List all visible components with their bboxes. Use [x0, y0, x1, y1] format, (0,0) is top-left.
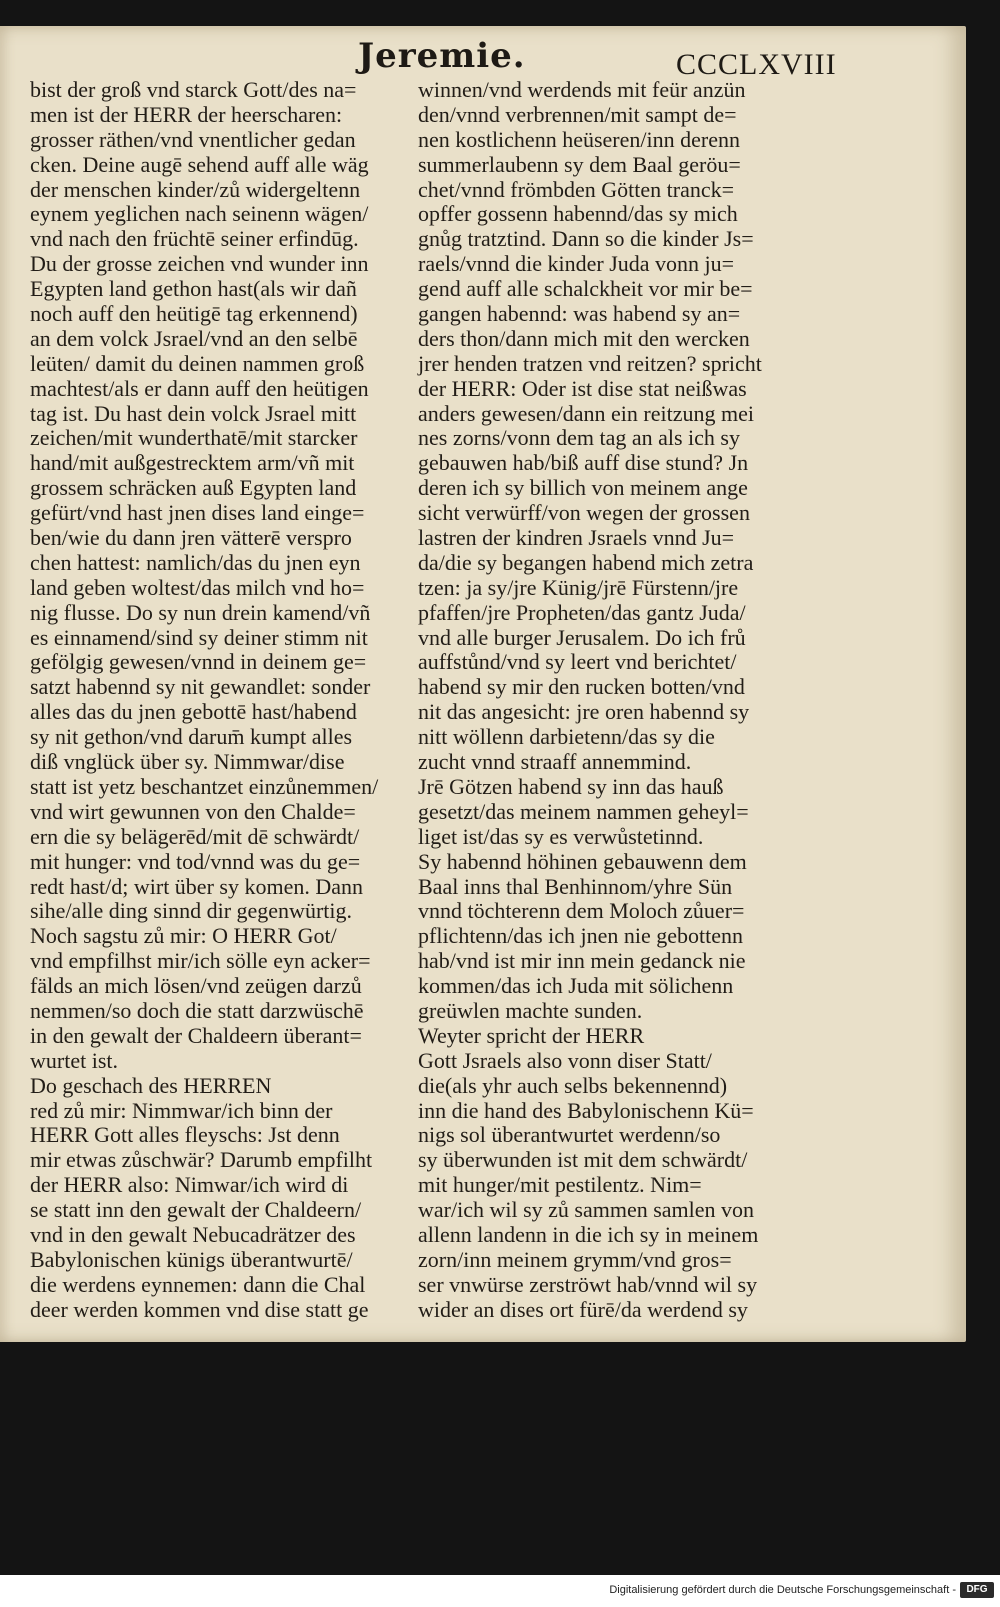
text-line: grossem schräcken auß Egypten land: [30, 475, 357, 501]
text-line: nig flusse. Do sy nun drein kamend/vñ: [30, 599, 371, 625]
text-line: pfaffen/jre Propheten/das gantz Juda/: [418, 599, 746, 625]
text-line: Egypten land gethon hast(als wir dañ: [30, 276, 357, 302]
text-line: vnd in den gewalt Nebucadrätzer des: [30, 1221, 356, 1247]
text-line: fälds an mich lösen/vnd zeügen darzů: [30, 973, 362, 999]
text-line: der HERR also: Nimwar/ich wird di: [30, 1172, 349, 1198]
text-line: Du der grosse zeichen vnd wunder inn: [30, 251, 369, 277]
text-line: nigs sol überantwurtet werdenn/so: [418, 1122, 721, 1148]
text-line: allenn landenn in die ich sy in meinem: [418, 1221, 759, 1247]
text-line: se statt inn den gewalt der Chaldeern/: [30, 1197, 362, 1223]
text-line: Weyter spricht der HERR: [418, 1022, 645, 1048]
text-line: zucht vnnd straaff annemmind.: [418, 749, 692, 775]
text-line: diß vnglück über sy. Nimmwar/dise: [30, 749, 345, 775]
text-line: ern die sy belägerēd/mit dē schwärdt/: [30, 823, 360, 849]
text-line: tzen: ja sy/jre Künig/jrē Fürstenn/jre: [418, 574, 739, 600]
text-line: hand/mit außgestrecktem arm/vñ mit: [30, 450, 355, 476]
text-line: leüten/ damit du deinen nammen groß: [30, 350, 365, 376]
text-line: hab/vnd ist mir inn mein gedanck nie: [418, 948, 746, 974]
funding-credit: Digitalisierung gefördert durch die Deutsche Forschungsgemeinschaft -: [609, 1584, 956, 1596]
text-line: gebauwen hab/biß auff dise stund? Jn: [418, 450, 749, 476]
text-line: nit das angesicht: jre oren habennd sy: [418, 699, 750, 725]
text-line: pflichtenn/das ich jnen nie gebottenn: [418, 923, 744, 949]
text-line: liget ist/das sy es verwůstetinnd.: [418, 823, 704, 849]
text-line: cken. Deine augē sehend auff alle wäg: [30, 151, 369, 177]
text-line: ben/wie du dann jren vätterē verspro: [30, 525, 352, 551]
text-line: habend sy mir den rucken botten/vnd: [418, 674, 745, 700]
text-line: nes zorns/vonn dem tag an als ich sy: [418, 425, 740, 451]
text-line: nen kostlichenn heüseren/inn derenn: [418, 126, 740, 152]
text-line: vnd wirt gewunnen von den Chalde=: [30, 798, 356, 824]
text-line: jrer henden tratzen vnd reitzen? spricht: [418, 350, 762, 376]
text-line: vnd nach den früchtē seiner erfindūg.: [30, 226, 359, 252]
footer-bar: [0, 1575, 1000, 1607]
text-line: alles das du jnen gebottē hast/habend: [30, 699, 357, 725]
text-line: wurtet ist.: [30, 1047, 118, 1073]
text-line: die werdens eynnemen: dann die Chal: [30, 1271, 366, 1297]
text-line: chen hattest: namlich/das du jnen eyn: [30, 549, 361, 575]
text-line: tag ist. Du hast dein volck Jsrael mitt: [30, 400, 357, 426]
folio-number: CCCLXVIII: [676, 48, 837, 81]
text-line: der menschen kinder/zů widergeltenn: [30, 176, 361, 202]
text-line: ser vnwürse zerströwt hab/vnnd wil sy: [418, 1271, 758, 1297]
text-line: satzt habennd sy nit gewandlet: sonder: [30, 674, 371, 700]
text-line: gefürt/vnd hast jnen dises land einge=: [30, 500, 365, 526]
text-line: raels/vnnd die kinder Juda vonn ju=: [418, 251, 735, 277]
text-line: red zů mir: Nimmwar/ich binn der: [30, 1097, 333, 1123]
text-line: Sy habennd höhinen gebauwenn dem: [418, 848, 747, 874]
text-line: gesetzt/das meinem nammen geheyl=: [418, 798, 749, 824]
text-line: anders gewesen/dann ein reitzung mei: [418, 400, 754, 426]
text-line: sy nit gethon/vnd darum̄ kumpt alles: [30, 724, 353, 750]
text-line: war/ich wil sy zů sammen samlen von: [418, 1197, 755, 1223]
text-line: chet/vnnd frömbden Götten tranck=: [418, 176, 735, 202]
text-line: statt ist yetz beschantzet einzůnemmen/: [30, 773, 379, 799]
text-line: Baal inns thal Benhinnom/yhre Sün: [418, 873, 733, 899]
text-line: winnen/vnd werdends mit feür anzün: [418, 77, 746, 102]
text-line: bist der groß vnd starck Gott/des na=: [30, 77, 357, 102]
text-line: der HERR: Oder ist dise stat neißwas: [418, 375, 747, 401]
text-line: es einnamend/sind sy deiner stimm nit: [30, 624, 368, 650]
text-line: zeichen/mit wunderthatē/mit starcker: [30, 425, 358, 451]
text-line: mit hunger: vnd tod/vnnd was du ge=: [30, 848, 361, 874]
text-line: men ist der HERR der heerscharen:: [30, 101, 343, 127]
right-text-column: [418, 78, 808, 1323]
book-page: [0, 26, 966, 1342]
text-line: zorn/inn meinem grymm/vnd gros=: [418, 1246, 732, 1272]
text-line: gend auff alle schalckheit vor mir be=: [418, 276, 753, 302]
text-line: den/vnnd verbrennen/mit sampt de=: [418, 101, 737, 127]
text-line: an dem volck Jsrael/vnd an den selbē: [30, 325, 358, 351]
text-line: opffer gossenn habennd/das sy mich: [418, 201, 738, 227]
text-line: da/die sy begangen habend mich zetra: [418, 549, 754, 575]
text-line: Jrē Götzen habend sy inn das hauß: [418, 773, 724, 799]
text-line: noch auff den heütigē tag erkennend): [30, 301, 358, 327]
text-line: mit hunger/mit pestilentz. Nim=: [418, 1172, 702, 1198]
text-line: greüwlen machte sunden.: [418, 997, 643, 1023]
text-line: sicht verwürff/von wegen der grossen: [418, 500, 750, 526]
left-text-column: [30, 78, 420, 1323]
dfg-logo-icon: DFG: [960, 1582, 994, 1598]
text-line: vnnd töchterenn dem Moloch zůuer=: [418, 898, 745, 924]
text-line: HERR Gott alles fleyschs: Jst denn: [30, 1122, 340, 1148]
text-line: gefölgig gewesen/vnnd in deinem ge=: [30, 649, 367, 675]
text-line: land geben woltest/das milch vnd ho=: [30, 574, 365, 600]
text-line: Do geschach des HERREN: [30, 1072, 272, 1098]
text-line: nemmen/so doch die statt darzwüschē: [30, 997, 364, 1023]
text-line: auffstůnd/vnd sy leert vnd berichtet/: [418, 649, 737, 675]
text-line: ders thon/dann mich mit den wercken: [418, 325, 750, 351]
text-line: mir etwas zůschwär? Darumb empfilht: [30, 1147, 373, 1173]
text-line: gnůg tratztind. Dann so die kinder Js=: [418, 226, 754, 252]
text-line: vnd empfilhst mir/ich sölle eyn acker=: [30, 948, 371, 974]
text-line: summerlaubenn sy dem Baal geröu=: [418, 151, 741, 177]
text-line: eynem yeglichen nach seinenn wägen/: [30, 201, 369, 227]
text-line: deren ich sy billich von meinem ange: [418, 475, 748, 501]
text-line: machtest/als er dann auff den heütigen: [30, 375, 369, 401]
text-line: Gott Jsraels also vonn diser Statt/: [418, 1047, 712, 1073]
text-line: Noch sagstu zů mir: O HERR Got/: [30, 923, 337, 949]
text-line: redt hast/d; wirt über sy komen. Dann: [30, 873, 363, 899]
text-line: vnd alle burger Jerusalem. Do ich frů: [418, 624, 746, 650]
text-line: lastren der kindren Jsraels vnnd Ju=: [418, 525, 735, 551]
text-line: deer werden kommen vnd dise statt ge: [30, 1296, 369, 1322]
text-line: die(als yhr auch selbs bekennennd): [418, 1072, 728, 1098]
text-line: Babylonischen künigs überantwurtē/: [30, 1246, 353, 1272]
text-line: in den gewalt der Chaldeern überant=: [30, 1022, 362, 1048]
running-title: Jeremie.: [358, 36, 526, 76]
text-line: inn die hand des Babylonischenn Kü=: [418, 1097, 754, 1123]
text-line: nitt wöllenn darbietenn/das sy die: [418, 724, 715, 750]
text-line: wider an dises ort fürē/da werdend sy: [418, 1296, 748, 1322]
text-line: kommen/das ich Juda mit sölichenn: [418, 973, 734, 999]
text-line: sy überwunden ist mit dem schwärdt/: [418, 1147, 748, 1173]
text-line: gangen habennd: was habend sy an=: [418, 301, 741, 327]
text-line: sihe/alle ding sinnd dir gegenwürtig.: [30, 898, 352, 924]
text-line: grosser räthen/vnd vnentlicher gedan: [30, 126, 356, 152]
